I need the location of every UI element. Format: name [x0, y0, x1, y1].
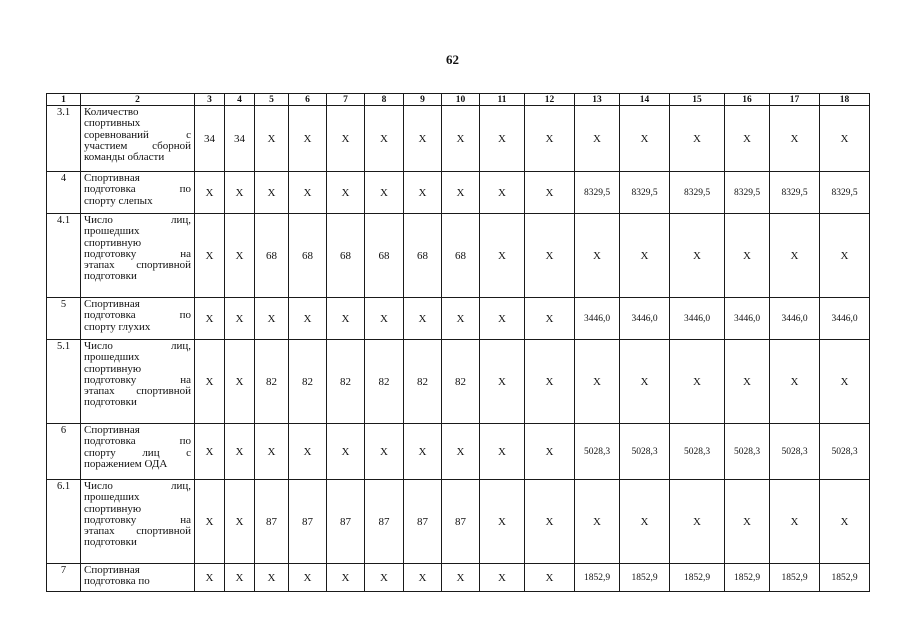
header-cell: 17	[770, 94, 820, 106]
value-cell: X	[404, 424, 442, 480]
header-cell: 6	[289, 94, 327, 106]
value-cell: X	[480, 424, 525, 480]
value-cell: X	[442, 106, 480, 172]
value-cell: X	[480, 214, 525, 298]
value-cell: X	[225, 298, 255, 340]
value-cell: X	[525, 298, 575, 340]
value-cell: X	[525, 480, 575, 564]
value-cell: 82	[404, 340, 442, 424]
value-cell: 3446,0	[725, 298, 770, 340]
value-cell: X	[480, 298, 525, 340]
value-cell: X	[820, 340, 870, 424]
header-cell: 7	[327, 94, 365, 106]
value-cell: 87	[442, 480, 480, 564]
value-cell: X	[195, 424, 225, 480]
value-cell: 8329,5	[575, 172, 620, 214]
row-name-line: подготовка по	[84, 435, 191, 448]
value-cell: X	[725, 480, 770, 564]
value-cell: X	[620, 106, 670, 172]
value-cell: X	[575, 214, 620, 298]
value-cell: X	[620, 214, 670, 298]
value-cell: X	[255, 564, 289, 592]
header-cell: 18	[820, 94, 870, 106]
header-row	[47, 94, 870, 106]
row-name	[81, 298, 195, 340]
value-cell: 8329,5	[770, 172, 820, 214]
value-cell: X	[289, 106, 327, 172]
value-cell: 82	[365, 340, 404, 424]
table-row	[47, 298, 870, 340]
row-number: 4	[47, 172, 81, 214]
value-cell: X	[575, 340, 620, 424]
value-cell: 68	[289, 214, 327, 298]
value-cell: 82	[327, 340, 365, 424]
row-name-line: подготовка по	[84, 575, 150, 588]
value-cell: X	[770, 106, 820, 172]
value-cell: X	[195, 340, 225, 424]
header-cell: 16	[725, 94, 770, 106]
value-cell: 3446,0	[770, 298, 820, 340]
value-cell: X	[770, 480, 820, 564]
value-cell: X	[620, 340, 670, 424]
row-name-line: Количество	[84, 106, 139, 118]
value-cell: X	[225, 172, 255, 214]
value-cell: X	[255, 106, 289, 172]
table-row	[47, 424, 870, 480]
row-name-line: прошедших	[84, 351, 140, 364]
value-cell: 1852,9	[620, 564, 670, 592]
value-cell: 1852,9	[575, 564, 620, 592]
value-cell: X	[327, 106, 365, 172]
value-cell: X	[195, 172, 225, 214]
value-cell: X	[195, 298, 225, 340]
header-cell: 4	[225, 94, 255, 106]
value-cell: 82	[442, 340, 480, 424]
row-name-line: подготовку на	[84, 373, 191, 386]
row-name-line: этапах спортивной	[84, 385, 191, 398]
value-cell: X	[365, 172, 404, 214]
value-cell: X	[480, 172, 525, 214]
row-name-line: подготовку на	[84, 247, 191, 260]
value-cell: X	[365, 424, 404, 480]
row-name	[81, 172, 195, 214]
value-cell: 1852,9	[670, 564, 725, 592]
row-name-line: Число лиц,	[84, 214, 191, 226]
value-cell: X	[480, 480, 525, 564]
row-name-line: прошедших	[84, 225, 140, 238]
row-name-line: спорту лиц с	[84, 446, 191, 459]
value-cell: 82	[255, 340, 289, 424]
value-cell: 68	[255, 214, 289, 298]
value-cell: X	[770, 340, 820, 424]
row-name-line: соревнований с	[84, 128, 191, 141]
row-name-line: прошедших	[84, 491, 140, 504]
header-cell: 1	[47, 94, 81, 106]
value-cell: X	[365, 298, 404, 340]
header-cell: 2	[81, 94, 195, 106]
value-cell: X	[820, 106, 870, 172]
row-name-line: спортивную	[84, 502, 142, 515]
row-name-line: Спортивная	[84, 424, 140, 436]
value-cell: 68	[442, 214, 480, 298]
value-cell: 68	[404, 214, 442, 298]
row-name	[81, 106, 195, 172]
row-name-line: Число лиц,	[84, 480, 191, 492]
table-row	[47, 214, 870, 298]
value-cell: X	[225, 214, 255, 298]
value-cell: X	[225, 480, 255, 564]
value-cell: X	[525, 564, 575, 592]
value-cell: 1852,9	[770, 564, 820, 592]
row-name-line: подготовку на	[84, 513, 191, 526]
header-cell: 9	[404, 94, 442, 106]
value-cell: X	[725, 340, 770, 424]
row-name-line: спорту слепых	[84, 194, 153, 207]
value-cell: X	[670, 340, 725, 424]
value-cell: 8329,5	[725, 172, 770, 214]
value-cell: X	[255, 172, 289, 214]
value-cell: X	[442, 424, 480, 480]
page-number: 62	[446, 52, 459, 67]
value-cell: X	[289, 564, 327, 592]
row-name	[81, 340, 195, 424]
header-cell: 14	[620, 94, 670, 106]
row-number: 7	[47, 564, 81, 592]
value-cell: 68	[327, 214, 365, 298]
value-cell: X	[575, 106, 620, 172]
value-cell: 5028,3	[820, 424, 870, 480]
row-name-line: спорту глухих	[84, 320, 151, 333]
value-cell: X	[404, 564, 442, 592]
value-cell: X	[525, 214, 575, 298]
value-cell: 82	[289, 340, 327, 424]
row-name-line: Число лиц,	[84, 340, 191, 352]
value-cell: X	[289, 298, 327, 340]
value-cell: 3446,0	[670, 298, 725, 340]
value-cell: X	[670, 106, 725, 172]
value-cell: X	[442, 298, 480, 340]
value-cell: X	[480, 340, 525, 424]
value-cell: X	[327, 564, 365, 592]
value-cell: 8329,5	[620, 172, 670, 214]
row-number: 4.1	[47, 214, 81, 298]
value-cell: X	[480, 564, 525, 592]
header-cell: 5	[255, 94, 289, 106]
row-name-line: подготовки	[84, 536, 137, 549]
row-name-line: подготовка по	[84, 309, 191, 322]
header-cell: 3	[195, 94, 225, 106]
value-cell: X	[255, 424, 289, 480]
row-name-line: Спортивная	[84, 172, 140, 184]
value-cell: X	[525, 424, 575, 480]
header-cell: 15	[670, 94, 725, 106]
header-cell: 8	[365, 94, 404, 106]
value-cell: X	[327, 298, 365, 340]
row-name-line: поражением ОДА	[84, 457, 168, 470]
value-cell: X	[820, 480, 870, 564]
row-name-line: Спортивная	[84, 298, 140, 310]
row-number: 6.1	[47, 480, 81, 564]
row-number: 5.1	[47, 340, 81, 424]
row-name	[81, 480, 195, 564]
row-name-line: подготовка по	[84, 183, 191, 196]
value-cell: X	[195, 214, 225, 298]
row-name	[81, 424, 195, 480]
value-cell: X	[670, 480, 725, 564]
value-cell: X	[525, 106, 575, 172]
value-cell: X	[525, 172, 575, 214]
table-row	[47, 564, 870, 592]
value-cell: 3446,0	[575, 298, 620, 340]
header-cell: 11	[480, 94, 525, 106]
value-cell: 1852,9	[820, 564, 870, 592]
value-cell: X	[365, 564, 404, 592]
row-name	[81, 564, 195, 592]
value-cell: X	[820, 214, 870, 298]
value-cell: X	[770, 214, 820, 298]
table-row	[47, 172, 870, 214]
table-row	[47, 106, 870, 172]
value-cell: 8329,5	[820, 172, 870, 214]
value-cell: X	[225, 424, 255, 480]
header-cell: 10	[442, 94, 480, 106]
value-cell: X	[225, 340, 255, 424]
row-number: 5	[47, 298, 81, 340]
value-cell: X	[404, 298, 442, 340]
row-name-line: Спортивная	[84, 564, 140, 576]
row-number: 6	[47, 424, 81, 480]
value-cell: 3446,0	[820, 298, 870, 340]
row-name-line: спортивных	[84, 117, 141, 130]
header-cell: 13	[575, 94, 620, 106]
value-cell: X	[195, 564, 225, 592]
value-cell: 1852,9	[725, 564, 770, 592]
table-row	[47, 340, 870, 424]
value-cell: X	[327, 424, 365, 480]
value-cell: 68	[365, 214, 404, 298]
row-name-line: спортивную	[84, 236, 142, 249]
value-cell: X	[404, 106, 442, 172]
row-number: 3.1	[47, 106, 81, 172]
value-cell: X	[725, 214, 770, 298]
value-cell: X	[670, 214, 725, 298]
value-cell: 3446,0	[620, 298, 670, 340]
value-cell: 87	[255, 480, 289, 564]
row-name-line: этапах спортивной	[84, 259, 191, 272]
row-name-line: подготовки	[84, 270, 137, 283]
row-name-line: подготовки	[84, 396, 137, 409]
value-cell: X	[442, 172, 480, 214]
value-cell: X	[225, 564, 255, 592]
value-cell: 87	[365, 480, 404, 564]
value-cell: X	[480, 106, 525, 172]
value-cell: 5028,3	[620, 424, 670, 480]
value-cell: X	[442, 564, 480, 592]
value-cell: 34	[225, 106, 255, 172]
value-cell: 87	[327, 480, 365, 564]
row-name-line: команды области	[84, 151, 165, 164]
value-cell: 87	[404, 480, 442, 564]
table-row	[47, 480, 870, 564]
value-cell: 5028,3	[770, 424, 820, 480]
value-cell: X	[195, 480, 225, 564]
value-cell: X	[327, 172, 365, 214]
value-cell: X	[620, 480, 670, 564]
value-cell: X	[289, 424, 327, 480]
value-cell: X	[725, 106, 770, 172]
data-table	[46, 93, 870, 592]
value-cell: 5028,3	[670, 424, 725, 480]
row-name-line: спортивную	[84, 362, 142, 375]
value-cell: X	[255, 298, 289, 340]
value-cell: X	[365, 106, 404, 172]
value-cell: 8329,5	[670, 172, 725, 214]
value-cell: X	[525, 340, 575, 424]
value-cell: X	[404, 172, 442, 214]
value-cell: 34	[195, 106, 225, 172]
row-name	[81, 214, 195, 298]
header-cell: 12	[525, 94, 575, 106]
row-name-line: участием сборной	[84, 139, 191, 152]
value-cell: 87	[289, 480, 327, 564]
value-cell: 5028,3	[575, 424, 620, 480]
value-cell: X	[575, 480, 620, 564]
value-cell: X	[289, 172, 327, 214]
value-cell: 5028,3	[725, 424, 770, 480]
row-name-line: этапах спортивной	[84, 525, 191, 538]
